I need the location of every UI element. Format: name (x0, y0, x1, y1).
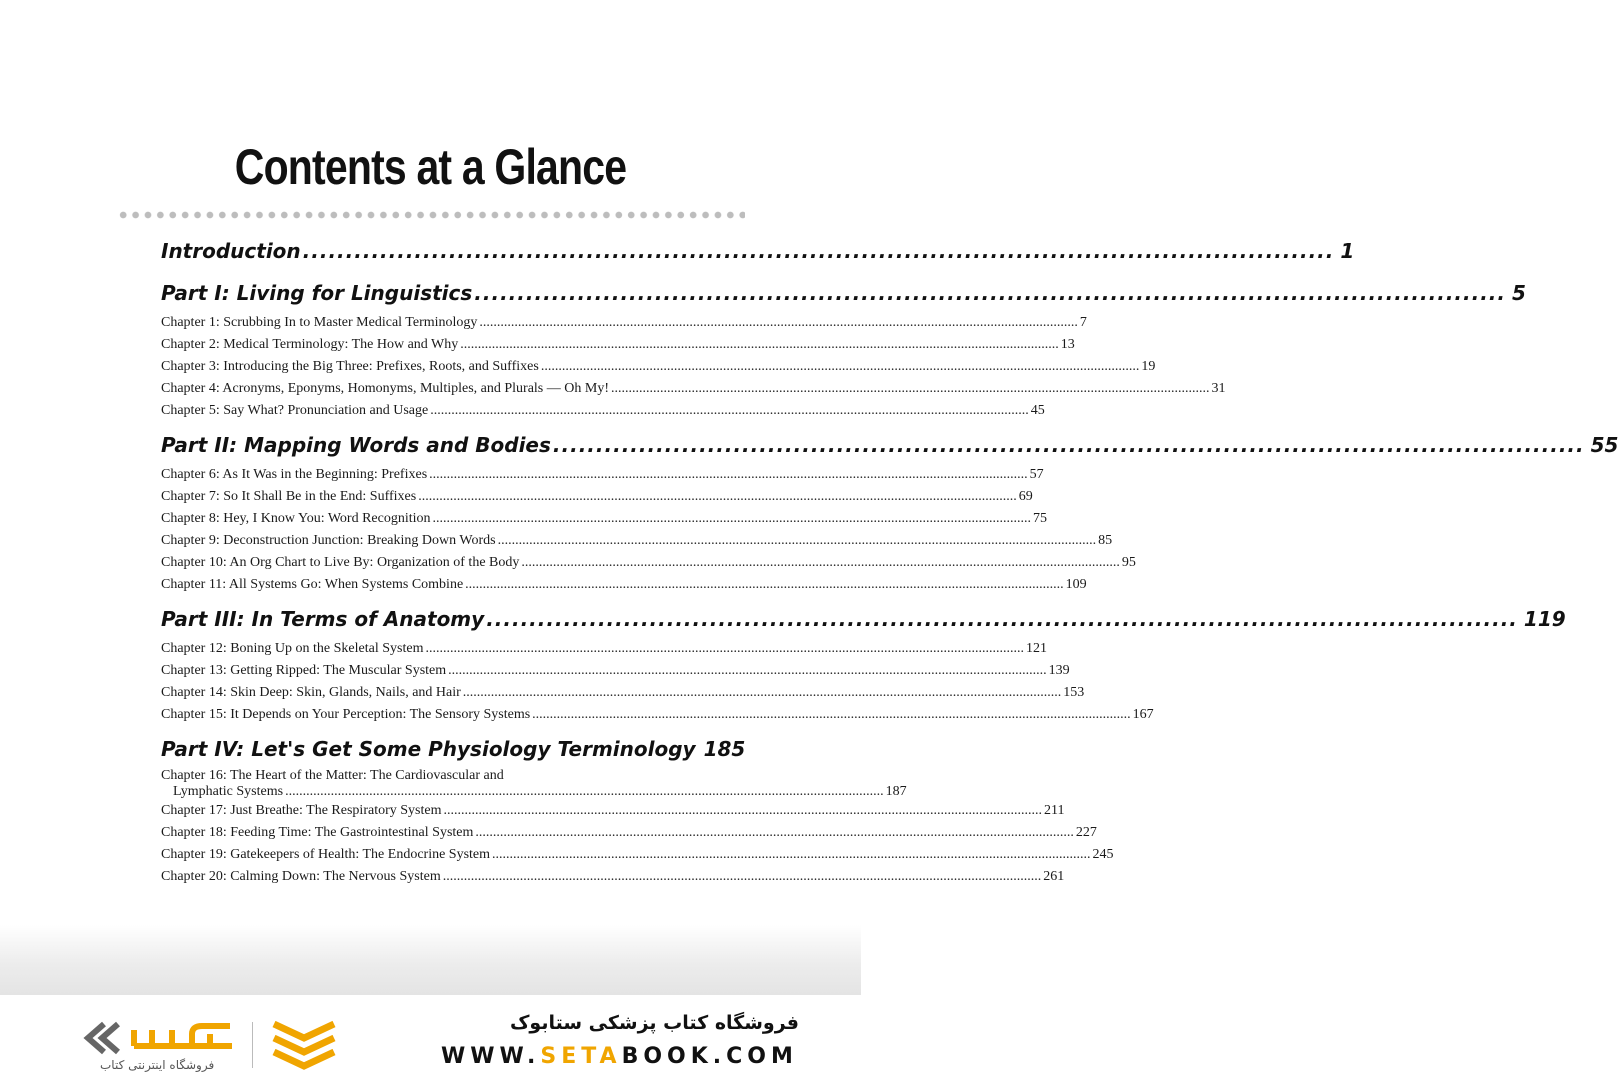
page-number: 13 (1060, 337, 1075, 352)
page-number: 121 (1025, 641, 1047, 656)
footer-divider (252, 1022, 253, 1068)
url-suffix: BOOK.COM (621, 1044, 798, 1069)
chapter-title: Chapter 16: The Heart of the Matter: The Cardiovascular and (161, 768, 504, 783)
toc-chapter-entry[interactable] (161, 844, 1114, 866)
url-highlight: SETA (540, 1044, 622, 1069)
chapter-title: Chapter 13: Getting Ripped: The Muscular System (161, 663, 447, 678)
toc-chapter-entry[interactable] (161, 356, 1156, 378)
url-prefix: WWW. (441, 1044, 541, 1069)
toc-chapter-entry[interactable] (161, 800, 1065, 822)
part-title: Introduction (161, 239, 301, 263)
page-number: 45 (1030, 403, 1045, 418)
table-of-contents (161, 232, 1618, 888)
page-number: 85 (1098, 533, 1113, 548)
leader-dots (460, 334, 1059, 356)
chapter-title: Chapter 20: Calming Down: The Nervous System (161, 869, 441, 884)
chapter-title: Chapter 15: It Depends on Your Perception: The Sensory Systems (161, 707, 531, 722)
chapter-title: Chapter 14: Skin Deep: Skin, Glands, Nails, and Hair (161, 685, 461, 700)
page-number: 187 (885, 784, 907, 799)
leader-dots (443, 866, 1042, 888)
page-number: 19 (1141, 359, 1156, 374)
page-number: 109 (1065, 577, 1087, 592)
page-number: 5 (1512, 281, 1526, 305)
leader-dots (433, 508, 1032, 530)
leader-dots (303, 232, 1335, 270)
page-number: 261 (1043, 869, 1065, 884)
chapter-title-continued: Lymphatic Systems (173, 784, 284, 799)
toc-chapter-entry[interactable] (161, 638, 1047, 660)
chevron-stack-icon (268, 1018, 340, 1074)
chapter-title: Chapter 9: Deconstruction Junction: Breaking Down Words (161, 533, 496, 548)
leader-dots (479, 312, 1078, 334)
chapter-title: Chapter 6: As It Was in the Beginning: Prefixes (161, 467, 428, 482)
toc-part-entry[interactable] (161, 274, 1526, 312)
toc-chapter-entry[interactable] (161, 768, 907, 800)
store-name: فروشگاه کتاب پزشکی ستابوک (509, 1012, 799, 1034)
page-title: Contents at a Glance (234, 139, 627, 195)
toc-chapter-entry[interactable] (161, 464, 1044, 486)
leader-dots (553, 426, 1585, 464)
page-number: 31 (1211, 381, 1226, 396)
toc-chapter-entry[interactable] (161, 704, 1154, 726)
chapter-title: Chapter 17: Just Breathe: The Respiratory System (161, 803, 442, 818)
toc-part-entry[interactable] (161, 730, 746, 768)
toc-chapter-entry[interactable] (161, 574, 1087, 596)
page-number: 119 (1523, 607, 1566, 631)
toc-chapter-entry[interactable] (161, 312, 1087, 334)
chapter-title: Chapter 5: Say What? Pronunciation and Usage (161, 403, 429, 418)
leader-dots (430, 400, 1029, 422)
page-number: 95 (1121, 555, 1136, 570)
leader-dots (475, 822, 1074, 844)
page-number: 139 (1048, 663, 1070, 678)
leader-dots (521, 552, 1120, 574)
logo-subtitle: فروشگاه اینترنتی کتاب (100, 1058, 215, 1072)
leader-dots (448, 660, 1047, 682)
part-title: Part IV: Let's Get Some Physiology Terminology (161, 737, 696, 761)
part-title: Part III: In Terms of Anatomy (161, 607, 485, 631)
page-number: 7 (1079, 315, 1087, 330)
part-title: Part II: Mapping Words and Bodies (161, 433, 551, 457)
chapter-title: Chapter 4: Acronyms, Eponyms, Homonyms, Multiples, and Plurals — Oh My! (161, 381, 609, 396)
page-number: 185 (703, 737, 746, 761)
leader-dots (541, 356, 1140, 378)
toc-part-entry[interactable] (161, 232, 1355, 270)
dotted-divider (117, 210, 745, 220)
leader-dots (474, 274, 1506, 312)
leader-dots (463, 682, 1062, 704)
chapter-title: Chapter 1: Scrubbing In to Master Medical Terminology (161, 315, 478, 330)
toc-part-entry[interactable] (161, 600, 1566, 638)
toc-chapter-entry[interactable] (161, 486, 1033, 508)
chapter-title: Chapter 19: Gatekeepers of Health: The Endocrine System (161, 847, 491, 862)
chapter-title: Chapter 8: Hey, I Know You: Word Recognition (161, 511, 431, 526)
toc-part-entry[interactable] (161, 426, 1618, 464)
chapter-title: Chapter 11: All Systems Go: When Systems Combine (161, 577, 464, 592)
toc-chapter-entry[interactable] (161, 400, 1045, 422)
chapter-title: Chapter 2: Medical Terminology: The How and Why (161, 337, 459, 352)
toc-chapter-entry[interactable] (161, 378, 1226, 400)
page-number: 167 (1132, 707, 1154, 722)
leader-dots (425, 638, 1024, 660)
leader-dots (418, 486, 1017, 508)
page-number: 55 (1590, 433, 1618, 457)
toc-chapter-entry[interactable] (161, 682, 1085, 704)
page-number: 1 (1340, 239, 1355, 263)
leader-dots (532, 704, 1131, 726)
toc-chapter-entry[interactable] (161, 660, 1070, 682)
page-number: 227 (1075, 825, 1097, 840)
toc-chapter-entry[interactable] (161, 334, 1075, 356)
chapter-title: Chapter 7: So It Shall Be in the End: Suffixes (161, 489, 417, 504)
toc-chapter-entry[interactable] (161, 866, 1065, 888)
leader-dots (285, 784, 884, 800)
part-title: Part I: Living for Linguistics (161, 281, 473, 305)
leader-dots (486, 600, 1518, 638)
store-url[interactable] (441, 1044, 806, 1069)
toc-chapter-entry[interactable] (161, 530, 1113, 552)
page-number: 153 (1063, 685, 1085, 700)
toc-chapter-entry[interactable] (161, 822, 1097, 844)
chapter-title: Chapter 3: Introducing the Big Three: Prefixes, Roots, and Suffixes (161, 359, 539, 374)
leader-dots (443, 800, 1042, 822)
leader-dots (465, 574, 1064, 596)
page-number: 69 (1018, 489, 1033, 504)
setabook-logo-icon (82, 1016, 242, 1060)
page-number: 57 (1029, 467, 1044, 482)
page-number: 75 (1033, 511, 1048, 526)
leader-dots (429, 464, 1028, 486)
leader-dots (498, 530, 1097, 552)
chapter-title: Chapter 12: Boning Up on the Skeletal System (161, 641, 424, 656)
chapter-title: Chapter 18: Feeding Time: The Gastrointestinal System (161, 825, 474, 840)
page-number: 245 (1092, 847, 1114, 862)
toc-chapter-entry[interactable] (161, 508, 1048, 530)
page-number: 211 (1043, 803, 1065, 818)
chapter-title: Chapter 10: An Org Chart to Live By: Organization of the Body (161, 555, 520, 570)
leader-dots (611, 378, 1210, 400)
leader-dots (492, 844, 1091, 866)
toc-chapter-entry[interactable] (161, 552, 1136, 574)
